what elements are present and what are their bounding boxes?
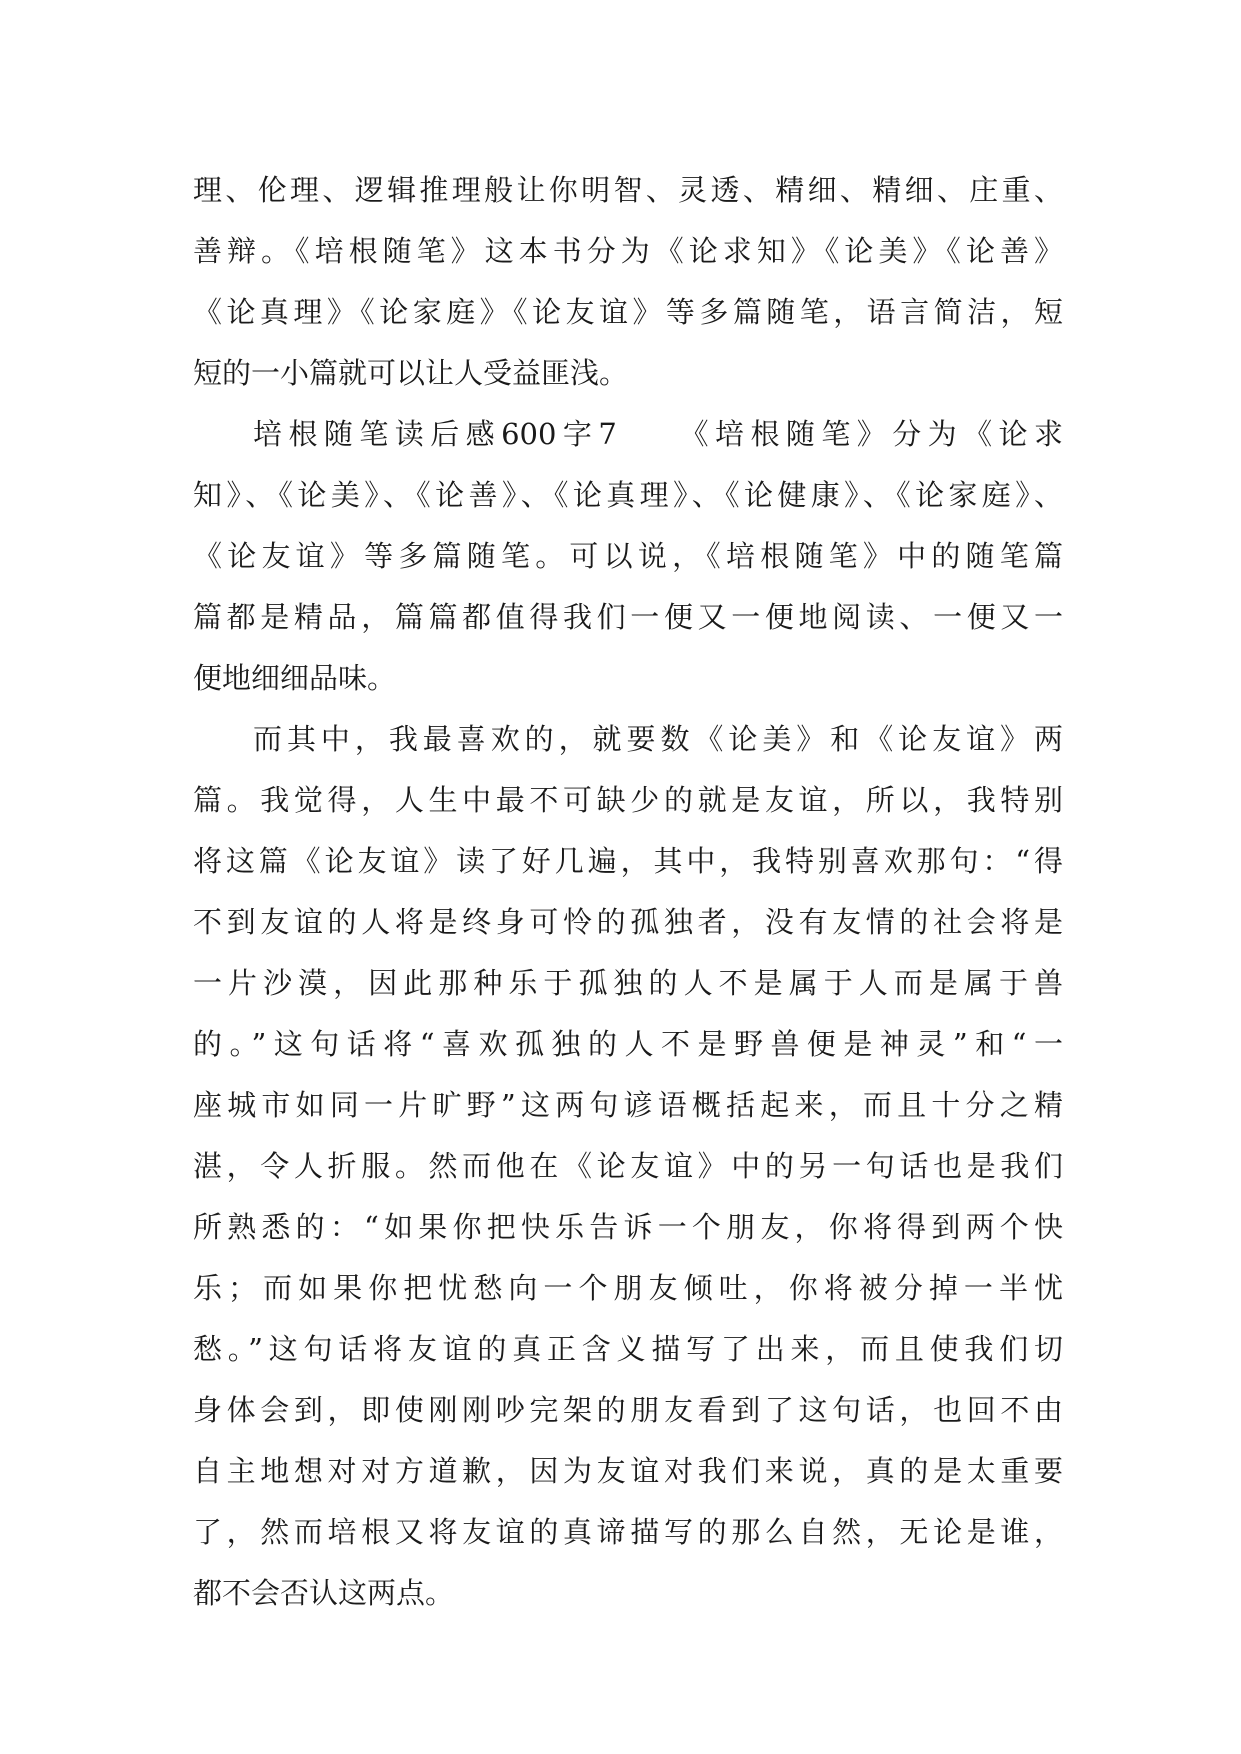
text-line: 篇。我觉得，人生中最不可缺少的就是友谊，所以，我特别 xyxy=(193,783,1063,817)
text-line: 了，然而培根又将友谊的真谛描写的那么自然，无论是谁， xyxy=(193,1515,1063,1549)
text-line: 将这篇《论友谊》读了好几遍，其中，我特别喜欢那句：“得 xyxy=(193,844,1063,878)
text-line: 乐；而如果你把忧愁向一个朋友倾吐，你将被分掉一半忧 xyxy=(193,1271,1063,1305)
text-line: 培根随笔读后感600字7 《培根随笔》分为《论求 xyxy=(253,417,1063,451)
text-line: 的。”这句话将“喜欢孤独的人不是野兽便是神灵”和“一 xyxy=(193,1027,1063,1061)
text-line: 短的一小篇就可以让人受益匪浅。 xyxy=(193,356,629,390)
document-body xyxy=(193,160,1063,1624)
text-line: 自主地想对对方道歉，因为友谊对我们来说，真的是太重要 xyxy=(193,1454,1063,1488)
text-line: 身体会到，即使刚刚吵完架的朋友看到了这句话，也回不由 xyxy=(193,1393,1063,1427)
text-line: 便地细细品味。 xyxy=(193,661,397,695)
text-line: 善辩。《培根随笔》这本书分为《论求知》《论美》《论善》 xyxy=(193,234,1063,268)
text-line: 一片沙漠，因此那种乐于孤独的人不是属于人而是属于兽 xyxy=(193,966,1063,1000)
text-line: 《论真理》《论家庭》《论友谊》等多篇随笔，语言简洁，短 xyxy=(193,295,1063,329)
text-line: 不到友谊的人将是终身可怜的孤独者，没有友情的社会将是 xyxy=(193,905,1063,939)
text-line: 湛，令人折服。然而他在《论友谊》中的另一句话也是我们 xyxy=(193,1149,1063,1183)
text-line: 都不会否认这两点。 xyxy=(193,1576,455,1610)
text-line: 所熟悉的：“如果你把快乐告诉一个朋友，你将得到两个快 xyxy=(193,1210,1063,1244)
text-line: 愁。”这句话将友谊的真正含义描写了出来，而且使我们切 xyxy=(193,1332,1063,1366)
text-line: 理、伦理、逻辑推理般让你明智、灵透、精细、精细、庄重、 xyxy=(193,173,1063,207)
text-line: 篇都是精品，篇篇都值得我们一便又一便地阅读、一便又一 xyxy=(193,600,1063,634)
text-line: 《论友谊》等多篇随笔。可以说，《培根随笔》中的随笔篇 xyxy=(193,539,1063,573)
text-line: 知》、《论美》、《论善》、《论真理》、《论健康》、《论家庭》、 xyxy=(193,478,1063,512)
text-line: 而其中，我最喜欢的，就要数《论美》和《论友谊》两 xyxy=(253,722,1063,756)
text-line: 座城市如同一片旷野”这两句谚语概括起来，而且十分之精 xyxy=(193,1088,1063,1122)
